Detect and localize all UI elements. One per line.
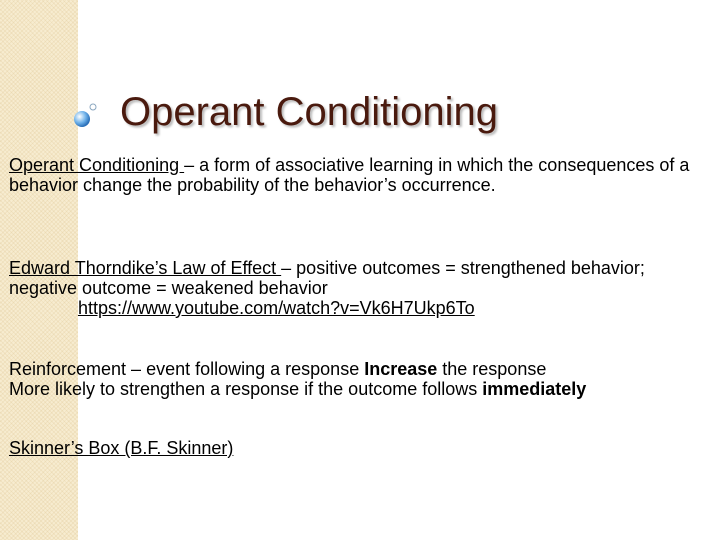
reinforcement-line2-bold: immediately: [482, 379, 587, 399]
definition-paragraph: [9, 155, 709, 195]
slide-title: Operant Conditioning: [120, 90, 499, 134]
reinforcement-paragraph: [9, 359, 709, 399]
law-of-effect-paragraph: [9, 258, 709, 318]
reinforcement-line1-bold: Increase: [364, 359, 438, 379]
reinforcement-line2-pre: More likely to strengthen a response if the outcome follows: [9, 379, 483, 399]
definition-term: Operant Conditioning: [9, 155, 185, 175]
law-of-effect-text: – positive outcomes = strengthened behavior; negative outcome = weakened behavior: [9, 258, 645, 298]
bubble-decoration-icon: [72, 100, 100, 130]
youtube-link[interactable]: https://www.youtube.com/watch?v=Vk6H7Ukp6To: [78, 298, 475, 318]
law-of-effect-term: Edward Thorndike’s Law of Effect: [9, 258, 282, 278]
skinner-text: Skinner’s Box (B.F. Skinner): [9, 438, 234, 458]
reinforcement-line1-post: the response: [437, 359, 547, 379]
definition-text: – a form of associative learning in which the consequences of a behavior change the probability of the behavior’s occurrence.: [9, 155, 690, 195]
skinner-paragraph: [9, 438, 709, 458]
reinforcement-line1-pre: Reinforcement – event following a response: [9, 359, 365, 379]
